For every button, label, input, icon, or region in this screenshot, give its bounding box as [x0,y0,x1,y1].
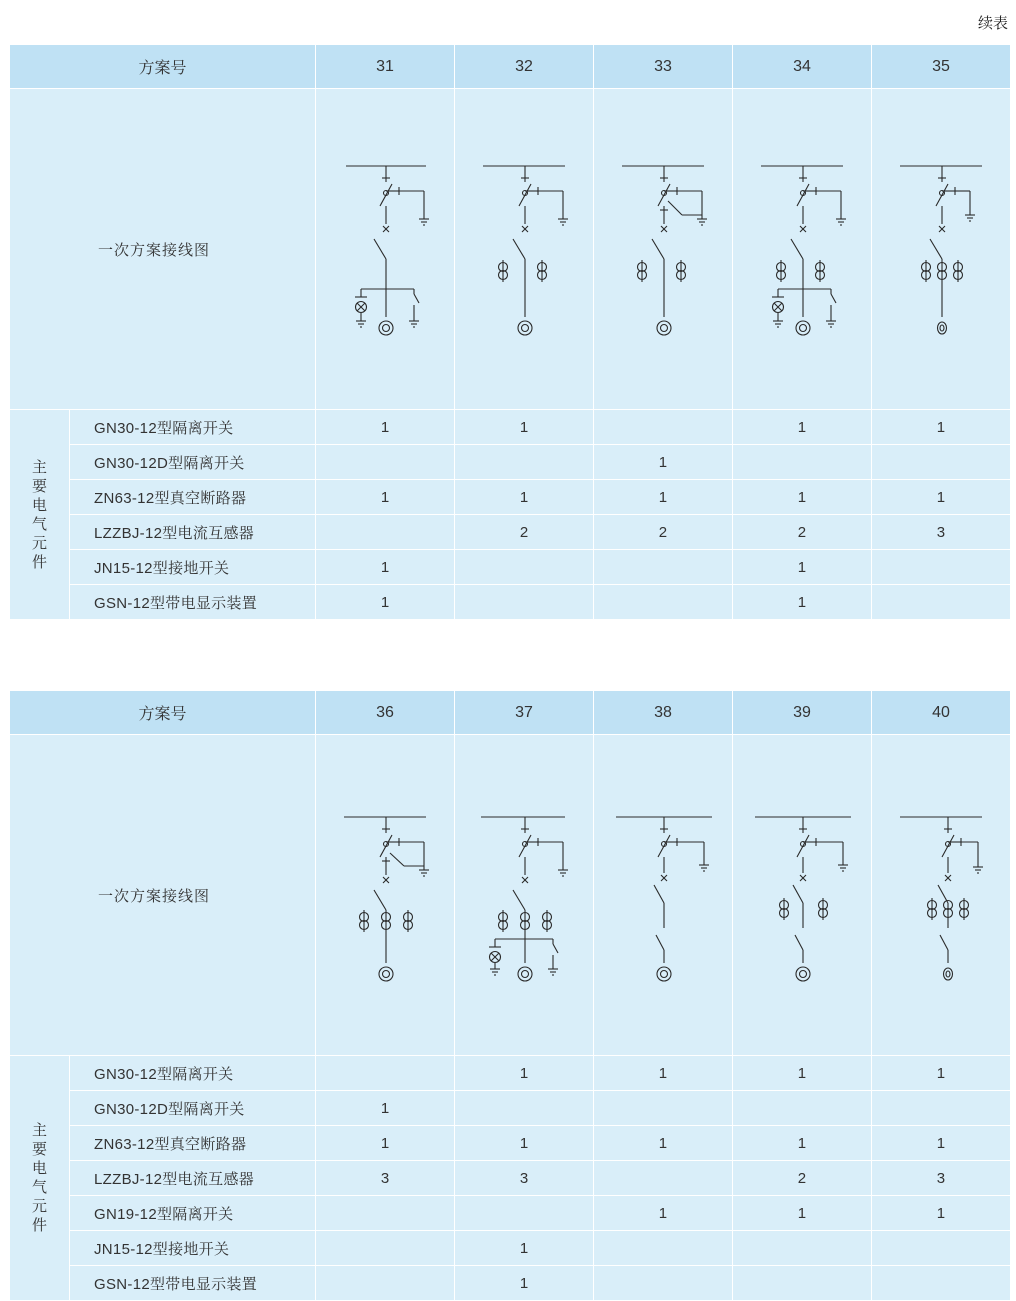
quantity-cell [871,445,1010,480]
component-name: LZZBJ-12型电流互感器 [70,515,316,550]
wiring-diagram-34 [733,89,872,409]
table-row [10,1091,1011,1126]
table-row [10,515,1011,550]
quantity-cell: 1 [316,480,455,515]
quantity-cell [593,585,732,620]
quantity-cell [455,445,594,480]
quantity-cell: 1 [593,1056,732,1091]
table-row [10,445,1011,480]
component-name: LZZBJ-12型电流互感器 [70,1161,316,1196]
wiring-diagram [593,735,732,1056]
quantity-cell [316,1231,455,1266]
wiring-diagram-40 [872,745,1011,1045]
quantity-cell: 1 [316,1126,455,1161]
wiring-diagram [871,735,1010,1056]
continued-note: 续表 [977,14,1008,32]
quantity-cell [593,1231,732,1266]
table-row [10,1056,1011,1091]
wiring-diagram-37 [455,745,594,1045]
header-row [10,45,1011,89]
scheme-number-label: 方案号 [10,45,316,89]
wiring-diagram-35 [872,89,1011,409]
wiring-diagram [455,89,594,410]
quantity-cell [732,1091,871,1126]
component-name: JN15-12型接地开关 [70,550,316,585]
quantity-cell: 1 [732,585,871,620]
scheme-number: 40 [871,691,1010,735]
scheme-number: 35 [871,45,1010,89]
wiring-diagram [871,89,1010,410]
wiring-diagram [593,89,732,410]
scheme-number: 39 [732,691,871,735]
table-row [10,1161,1011,1196]
quantity-cell: 2 [593,515,732,550]
quantity-cell: 1 [455,1126,594,1161]
quantity-cell: 1 [871,1126,1010,1161]
diagram-row [10,735,1011,1056]
table-row [10,1266,1011,1301]
component-name: GN30-12型隔离开关 [70,410,316,445]
quantity-cell: 1 [732,1196,871,1231]
quantity-cell: 1 [871,1196,1010,1231]
quantity-cell [871,1266,1010,1301]
quantity-cell [593,410,732,445]
quantity-cell [316,1056,455,1091]
category-label: 主要电气元件 [10,410,70,620]
quantity-cell: 1 [316,410,455,445]
quantity-cell [593,1266,732,1301]
quantity-cell: 1 [871,410,1010,445]
table-row [10,480,1011,515]
quantity-cell: 2 [455,515,594,550]
quantity-cell [316,445,455,480]
component-name: ZN63-12型真空断路器 [70,1126,316,1161]
header-row [10,691,1011,735]
component-name: ZN63-12型真空断路器 [70,480,316,515]
scheme-table-2 [9,690,1011,1301]
diagram-row [10,89,1011,410]
table-row [10,1196,1011,1231]
scheme-number: 32 [455,45,594,89]
diagram-label: 一次方案接线图 [10,89,316,410]
quantity-cell [871,1231,1010,1266]
quantity-cell [593,1161,732,1196]
quantity-cell [732,1266,871,1301]
quantity-cell [455,1196,594,1231]
component-name: GSN-12型带电显示装置 [70,1266,316,1301]
wiring-diagram-33 [594,89,733,409]
wiring-diagram-38 [594,745,733,1045]
component-name: GN19-12型隔离开关 [70,1196,316,1231]
wiring-diagram-31 [316,89,455,409]
quantity-cell: 1 [732,1056,871,1091]
quantity-cell: 3 [871,1161,1010,1196]
table-row [10,410,1011,445]
wiring-diagram [732,735,871,1056]
quantity-cell: 1 [593,445,732,480]
scheme-number: 31 [316,45,455,89]
scheme-number-label: 方案号 [10,691,316,735]
wiring-diagram [732,89,871,410]
wiring-diagram-32 [455,89,594,409]
wiring-diagram-39 [733,745,872,1045]
quantity-cell [593,1091,732,1126]
component-name: GN30-12D型隔离开关 [70,445,316,480]
quantity-cell [316,1196,455,1231]
quantity-cell [871,550,1010,585]
quantity-cell [455,550,594,585]
quantity-cell [455,1091,594,1126]
category-label: 主要电气元件 [10,1056,70,1301]
quantity-cell [593,550,732,585]
wiring-diagram [316,735,455,1056]
diagram-label: 一次方案接线图 [10,735,316,1056]
quantity-cell: 1 [732,550,871,585]
quantity-cell [455,585,594,620]
quantity-cell: 1 [455,1231,594,1266]
quantity-cell: 3 [316,1161,455,1196]
quantity-cell: 1 [732,410,871,445]
quantity-cell [871,585,1010,620]
scheme-number: 37 [455,691,594,735]
scheme-number: 34 [732,45,871,89]
quantity-cell: 1 [593,480,732,515]
component-name: JN15-12型接地开关 [70,1231,316,1266]
quantity-cell: 1 [732,1126,871,1161]
wiring-diagram [316,89,455,410]
quantity-cell: 2 [732,1161,871,1196]
quantity-cell: 1 [593,1196,732,1231]
quantity-cell: 1 [455,480,594,515]
component-name: GSN-12型带电显示装置 [70,585,316,620]
quantity-cell: 1 [316,585,455,620]
quantity-cell: 3 [455,1161,594,1196]
quantity-cell: 1 [871,480,1010,515]
quantity-cell: 1 [455,1056,594,1091]
quantity-cell: 1 [871,1056,1010,1091]
quantity-cell: 1 [732,480,871,515]
quantity-cell: 2 [732,515,871,550]
component-name: GN30-12型隔离开关 [70,1056,316,1091]
quantity-cell [732,1231,871,1266]
scheme-table-1 [9,44,1011,620]
component-name: GN30-12D型隔离开关 [70,1091,316,1126]
quantity-cell: 1 [593,1126,732,1161]
quantity-cell: 1 [316,1091,455,1126]
quantity-cell [732,445,871,480]
scheme-number: 36 [316,691,455,735]
table-row [10,585,1011,620]
quantity-cell [316,1266,455,1301]
scheme-number: 33 [593,45,732,89]
wiring-diagram [455,735,594,1056]
quantity-cell: 1 [455,1266,594,1301]
table-row [10,1126,1011,1161]
wiring-diagram-36 [316,745,455,1045]
table-row [10,1231,1011,1266]
quantity-cell [871,1091,1010,1126]
quantity-cell: 1 [316,550,455,585]
scheme-number: 38 [593,691,732,735]
quantity-cell: 3 [871,515,1010,550]
table-row [10,550,1011,585]
quantity-cell [316,515,455,550]
quantity-cell: 1 [455,410,594,445]
